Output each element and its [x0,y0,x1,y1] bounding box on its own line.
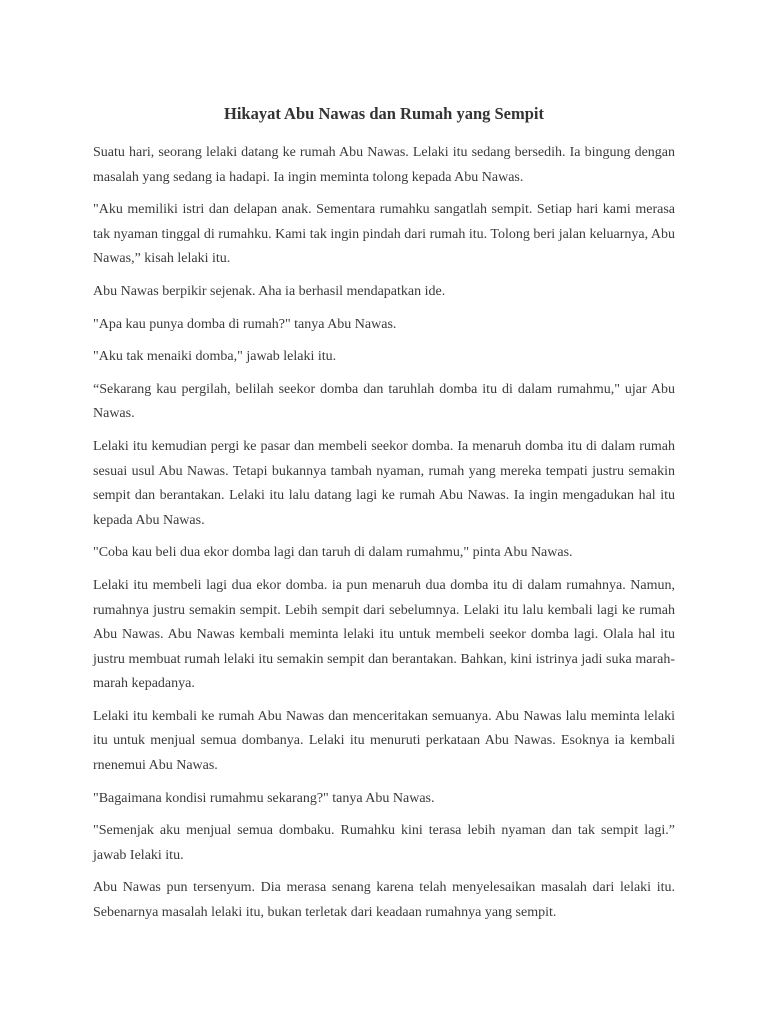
paragraph-3: Abu Nawas berpikir sejenak. Aha ia berhasil mendapatkan ide. [93,283,446,299]
paragraph-11: "Bagaimana kondisi rumahmu sekarang?" tanya Abu Nawas. [93,790,435,806]
paragraph-5: "Aku tak menaiki domba," jawab lelaki itu. [93,349,337,365]
paragraph-6: “Sekarang kau pergilah, belilah seekor domba dan taruhlah domba itu di dalam rumahmu," ujar Abu Nawas. [93,381,675,422]
paragraph-10: Lelaki itu kembali ke rumah Abu Nawas dan menceritakan semuanya. Abu Nawas lalu meminta lelaki itu untuk menjual semua dombanya. Lelaki itu menuruti perkataan Abu Nawas. Esoknya ia kembali rnenemui Abu Nawas. [93,708,675,774]
paragraph-2: "Aku memiliki istri dan delapan anak. Sementara rumahku sangatlah sempit. Setiap hari kami merasa tak nyaman tinggal di rumahku. Kami tak ingin pindah dari rumah itu. Tolong beri jalan keluarnya, Abu Nawas,” kisah lelaki itu. [93,202,675,267]
paragraph-8: "Coba kau beli dua ekor domba lagi dan taruh di dalam rumahmu," pinta Abu Nawas. [93,545,573,561]
paragraph-13: Abu Nawas pun tersenyum. Dia merasa senang karena telah menyelesaikan masalah dari lelaki itu. Sebenarnya masalah lelaki itu, bukan terletak dari keadaan rumahnya yang sempit. [93,880,675,921]
paragraph-1: Suatu hari, seorang lelaki datang ke rumah Abu Nawas. Lelaki itu sedang bersedih. Ia bingung dengan masalah yang sedang ia hadapi. Ia ingin meminta tolong kepada Abu Nawas. [93,145,675,185]
paragraph-12: "Semenjak aku menjual semua dombaku. Rumahku kini terasa lebih nyaman dan tak sempit lagi.” jawab Ielaki itu. [93,823,675,863]
document-title: Hikayat Abu Nawas dan Rumah yang Sempit [224,104,544,123]
paragraph-7: Lelaki itu kemudian pergi ke pasar dan membeli seekor domba. Ia menaruh domba itu di dalam rumah sesuai usul Abu Nawas. Tetapi bukannya tambah nyaman, rumah yang mereka tempati justru semakin sempit dan berantakan. Lelaki itu lalu datang lagi ke rumah Abu Nawas. Ia ingin mengadukan hal itu kepada Abu Nawas. [93,438,675,528]
paragraph-4: "Apa kau punya domba di rumah?" tanya Abu Nawas. [93,316,397,332]
paragraph-9: Lelaki itu membeli lagi dua ekor domba. ia pun menaruh dua domba itu di dalam rumahnya. Namun, rumahnya justru semakin sempit. Lebih sempit dari sebelumnya. Lelaki itu lalu kembali lagi ke rumah Abu Nawas. Abu Nawas kembali meminta lelaki itu untuk membeli seekor domba lagi. Olala hal itu justru membuat rumah lelaki itu semakin sempit dan berantakan. Bahkan, kini istrinya jadi suka marah-marah kepadanya. [93,577,675,692]
